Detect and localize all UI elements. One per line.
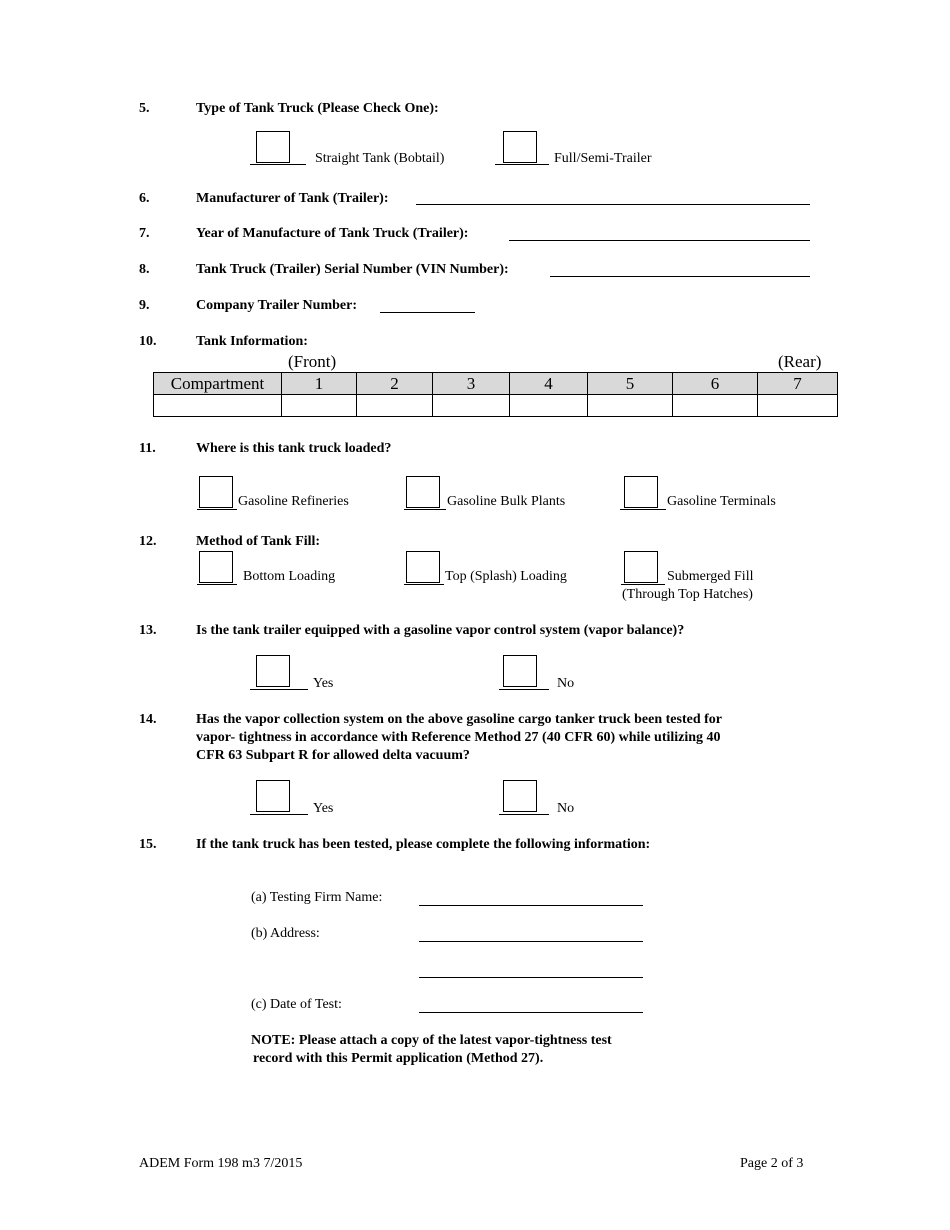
q5-option-full-semi-trailer: Full/Semi-Trailer <box>554 151 652 166</box>
q5-label: Type of Tank Truck (Please Check One): <box>196 101 439 116</box>
q14-number: 14. <box>139 712 157 727</box>
q15-address-field-2[interactable] <box>419 977 643 978</box>
tank-input-5[interactable] <box>588 395 673 417</box>
q11-checkbox-bulk-plants[interactable] <box>406 476 440 508</box>
q15-date-label: (c) Date of Test: <box>251 997 342 1012</box>
q14-underline-yes <box>250 814 308 815</box>
tank-information-table <box>153 372 838 417</box>
footer-page-number: Page 2 of 3 <box>740 1156 804 1171</box>
q12-label: Method of Tank Fill: <box>196 534 321 549</box>
q15-address-label: (b) Address: <box>251 926 320 941</box>
tank-input-2[interactable] <box>357 395 433 417</box>
q7-year-field[interactable] <box>509 240 810 241</box>
q11-label: Where is this tank truck loaded? <box>196 441 392 456</box>
q12-number: 12. <box>139 534 157 549</box>
q12-checkbox-bottom-loading[interactable] <box>199 551 233 583</box>
q13-checkbox-no[interactable] <box>503 655 537 687</box>
tank-header-1: 1 <box>282 373 357 395</box>
q9-number: 9. <box>139 298 150 313</box>
q11-underline-2 <box>404 509 446 510</box>
tank-input-3[interactable] <box>433 395 510 417</box>
q11-underline-3 <box>620 509 666 510</box>
q13-option-yes: Yes <box>313 676 334 691</box>
q8-vin-field[interactable] <box>550 276 810 277</box>
q11-underline-1 <box>197 509 237 510</box>
q12-option-submerged-fill: Submerged Fill <box>667 569 754 584</box>
q9-label: Company Trailer Number: <box>196 298 357 313</box>
q12-underline-1 <box>197 584 237 585</box>
q13-underline-no <box>499 689 549 690</box>
tank-header-compartment: Compartment <box>154 373 282 395</box>
q15-number: 15. <box>139 837 157 852</box>
q9-trailer-number-field[interactable] <box>380 312 475 313</box>
tank-header-4: 4 <box>510 373 588 395</box>
q12-underline-2 <box>404 584 444 585</box>
q12-option-top-splash-loading: Top (Splash) Loading <box>445 569 567 584</box>
q14-option-yes: Yes <box>313 801 334 816</box>
q15-address-field-1[interactable] <box>419 941 643 942</box>
q14-option-no: No <box>557 801 575 816</box>
q8-label: Tank Truck (Trailer) Serial Number (VIN Number): <box>196 262 509 277</box>
tank-header-3: 3 <box>433 373 510 395</box>
q10-label: Tank Information: <box>196 334 308 349</box>
q10-rear-label: (Rear) <box>778 352 822 371</box>
q14-line-1: Has the vapor collection system on the above gasoline cargo tanker truck been tested for <box>196 712 722 727</box>
q7-number: 7. <box>139 226 150 241</box>
q13-checkbox-yes[interactable] <box>256 655 290 687</box>
q15-label: If the tank truck has been tested, please complete the following information: <box>196 837 651 852</box>
q5-underline-1 <box>250 164 306 165</box>
q8-number: 8. <box>139 262 150 277</box>
q15-testing-firm-field[interactable] <box>419 905 643 906</box>
q12-checkbox-top-splash-loading[interactable] <box>406 551 440 583</box>
tank-header-5: 5 <box>588 373 673 395</box>
tank-input-7[interactable] <box>758 395 838 417</box>
q11-checkbox-refineries[interactable] <box>199 476 233 508</box>
q15-testing-firm-label: (a) Testing Firm Name: <box>251 890 383 905</box>
q11-number: 11. <box>139 441 156 456</box>
tank-input-1[interactable] <box>282 395 357 417</box>
tank-header-6: 6 <box>673 373 758 395</box>
q12-underline-3 <box>621 584 665 585</box>
q14-checkbox-yes[interactable] <box>256 780 290 812</box>
q14-line-3: CFR 63 Subpart R for allowed delta vacuum? <box>196 748 470 763</box>
q14-checkbox-no[interactable] <box>503 780 537 812</box>
q5-checkbox-full-semi-trailer[interactable] <box>503 131 537 163</box>
tank-table-header-row <box>154 373 838 395</box>
tank-table-input-row <box>154 395 838 417</box>
q15-date-field[interactable] <box>419 1012 643 1013</box>
q5-number: 5. <box>139 101 150 116</box>
footer-form-id: ADEM Form 198 m3 7/2015 <box>139 1156 303 1171</box>
q13-label: Is the tank trailer equipped with a gasoline vapor control system (vapor balance)? <box>196 623 685 638</box>
q7-label: Year of Manufacture of Tank Truck (Trailer): <box>196 226 469 241</box>
q13-underline-yes <box>250 689 308 690</box>
q11-option-bulk-plants: Gasoline Bulk Plants <box>447 494 566 509</box>
q5-option-straight-tank: Straight Tank (Bobtail) <box>315 151 445 166</box>
q10-number: 10. <box>139 334 157 349</box>
q12-checkbox-submerged-fill[interactable] <box>624 551 658 583</box>
q10-front-label: (Front) <box>288 352 337 371</box>
q15-note-line-2: record with this Permit application (Method 27). <box>253 1051 544 1066</box>
q12-option-bottom-loading: Bottom Loading <box>243 569 336 584</box>
q6-manufacturer-field[interactable] <box>416 204 810 205</box>
q6-number: 6. <box>139 191 150 206</box>
tank-header-7: 7 <box>758 373 838 395</box>
tank-input-compartment[interactable] <box>154 395 282 417</box>
q12-option-submerged-fill-sub: (Through Top Hatches) <box>622 587 753 602</box>
q15-note-line-1: NOTE: Please attach a copy of the latest vapor-tightness test <box>251 1033 612 1048</box>
q5-checkbox-straight-tank[interactable] <box>256 131 290 163</box>
tank-header-2: 2 <box>357 373 433 395</box>
q14-underline-no <box>499 814 549 815</box>
q11-option-terminals: Gasoline Terminals <box>667 494 776 509</box>
q11-checkbox-terminals[interactable] <box>624 476 658 508</box>
q14-line-2: vapor- tightness in accordance with Reference Method 27 (40 CFR 60) while utilizing 40 <box>196 730 721 745</box>
q13-option-no: No <box>557 676 575 691</box>
q5-underline-2 <box>495 164 549 165</box>
tank-input-4[interactable] <box>510 395 588 417</box>
q11-option-refineries: Gasoline Refineries <box>238 494 349 509</box>
tank-input-6[interactable] <box>673 395 758 417</box>
q13-number: 13. <box>139 623 157 638</box>
q6-label: Manufacturer of Tank (Trailer): <box>196 191 389 206</box>
